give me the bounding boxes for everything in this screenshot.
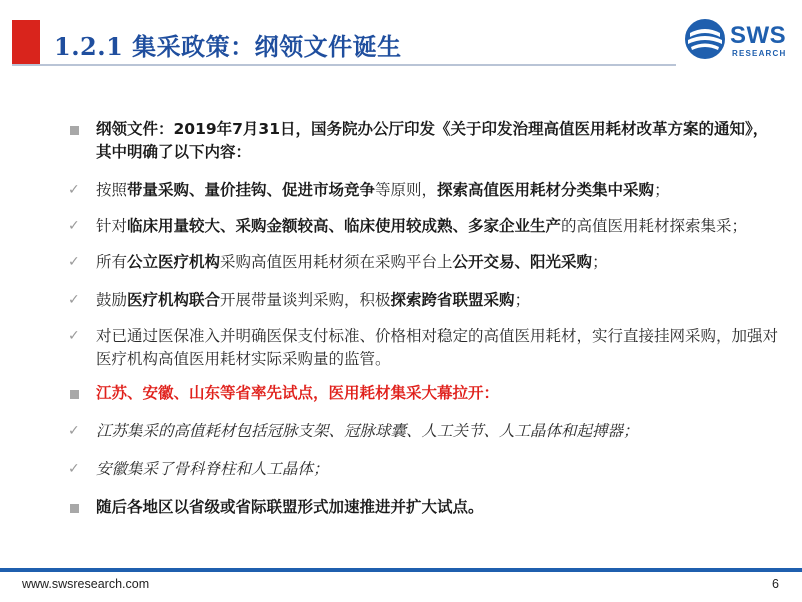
bullet-text-segment: 针对 xyxy=(96,217,128,235)
bullet-text-segment: 带量采购、量价挂钩、促进市场竞争 xyxy=(127,181,376,199)
bullet-text-segment: 采购高值医用耗材须在采购平台上 xyxy=(220,253,453,271)
bullet-text-segment: 鼓励 xyxy=(96,291,128,309)
checkmark-bullet-icon: ✓ xyxy=(68,182,80,198)
bullet-text-segment: 等原则， xyxy=(375,181,438,199)
bullet-text-segment: 纲领文件：2019年7月31日，国务院办公厅印发《关于印发治理高值医用耗材改革方案的通知》，其中明确了以下内容： xyxy=(96,120,769,161)
bullet-item xyxy=(68,179,778,202)
page-number: 6 xyxy=(772,577,779,591)
bullet-item xyxy=(68,458,778,481)
title-accent-bar xyxy=(12,20,40,64)
title-underline xyxy=(12,64,676,66)
bullet-text-segment: ； xyxy=(514,291,531,309)
bullet-text-segment: 医疗机构联合 xyxy=(127,291,221,309)
slide-header xyxy=(0,0,802,78)
bullet-item xyxy=(68,215,778,238)
bullet-text-segment: 所有 xyxy=(96,253,128,271)
bullet-text-segment: 江苏集采的高值耗材包括冠脉支架、冠脉球囊、人工关节、人工晶体和起搏器； xyxy=(96,422,639,440)
bullet-text-segment: 探索高值医用耗材分类集中采购 xyxy=(437,181,655,199)
bullet-text-segment: ； xyxy=(654,181,670,199)
sws-globe-icon xyxy=(684,18,726,60)
bullet-text-segment: 江苏、安徽、山东等省率先试点，医用耗材集采大幕拉开： xyxy=(96,384,500,402)
bullet-text-segment: ； xyxy=(592,253,608,271)
bullet-item xyxy=(68,420,778,443)
bullet-list xyxy=(68,104,778,519)
bullet-item xyxy=(68,289,778,312)
bullet-text-segment: 公开交易、阳光采购 xyxy=(452,253,593,271)
slide-title: 1.2.1 集采政策：纲领文件诞生 xyxy=(54,32,402,61)
footer-url: www.swsresearch.com xyxy=(22,577,150,591)
bullet-text-segment: 开展带量谈判采购，积极 xyxy=(220,291,391,309)
bullet-text-segment: 随后各地区以省级或省际联盟形式加速推进并扩大试点。 xyxy=(96,498,484,516)
bullet-item xyxy=(68,496,778,519)
bullet-item xyxy=(68,325,778,371)
bullet-text-segment: 的高值医用耗材探索集采； xyxy=(561,217,748,235)
bullet-text-segment: 按照 xyxy=(96,181,128,199)
square-bullet-icon xyxy=(70,390,79,399)
checkmark-bullet-icon: ✓ xyxy=(68,218,80,234)
square-bullet-icon xyxy=(70,504,79,513)
footer-divider xyxy=(0,568,802,572)
square-bullet-icon xyxy=(70,126,79,135)
bullet-text-segment: 安徽集采了骨科脊柱和人工晶体； xyxy=(96,460,329,478)
bullet-text-segment: 公立医疗机构 xyxy=(127,253,221,271)
checkmark-bullet-icon: ✓ xyxy=(68,254,80,270)
bullet-text-segment: 探索跨省联盟采购 xyxy=(390,291,515,309)
bullet-item xyxy=(68,118,778,164)
checkmark-bullet-icon: ✓ xyxy=(68,461,80,477)
checkmark-bullet-icon: ✓ xyxy=(68,423,80,439)
bullet-item xyxy=(68,382,778,405)
checkmark-bullet-icon: ✓ xyxy=(68,328,80,344)
bullet-item xyxy=(68,251,778,274)
sws-logo xyxy=(684,18,794,64)
bullet-text-segment: 对已通过医保准入并明确医保支付标准、价格相对稳定的高值医用耗材，实行直接挂网采购，加强对医疗机构高值医用耗材实际采购量的监管。 xyxy=(96,327,779,368)
bullet-text-segment: 临床用量较大、采购金额较高、临床使用较成熟、多家企业生产 xyxy=(127,217,562,235)
checkmark-bullet-icon: ✓ xyxy=(68,292,80,308)
logo-subtitle: RESEARCH xyxy=(732,49,787,58)
logo-wordmark: SWS xyxy=(730,22,787,49)
